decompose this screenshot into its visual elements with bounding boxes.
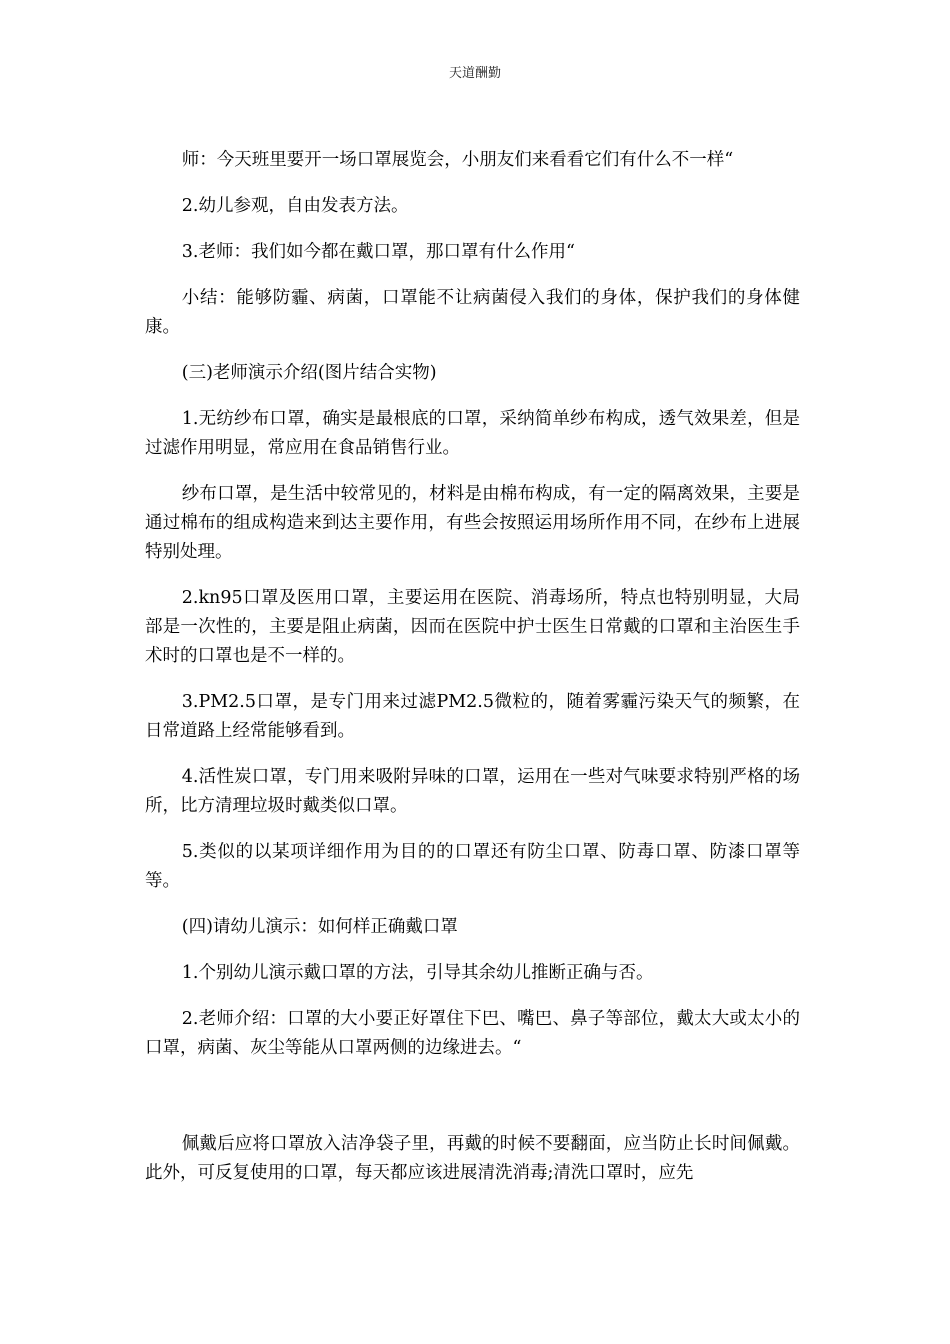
paragraph: 小结：能够防霾、病菌，口罩能不让病菌侵入我们的身体，保护我们的身体健康。 bbox=[145, 288, 800, 337]
paragraph: 2.kn95口罩及医用口罩，主要运用在医院、消毒场所，特点也特别明显，大局部是一次性的，主要是阻止病菌，因而在医院中护士医生日常戴的口罩和主治医生手术时的口罩也是不一样的。 bbox=[145, 588, 800, 666]
section-heading: (三)老师演示介绍(图片结合实物) bbox=[181, 363, 437, 383]
paragraph: 师：今天班里要开一场口罩展览会，小朋友们来看看它们有什么不一样“ bbox=[181, 150, 734, 170]
paragraph: 4.活性炭口罩，专门用来吸附异味的口罩，运用在一些对气味要求特别严格的场所，比方清理垃圾时戴类似口罩。 bbox=[145, 767, 800, 816]
section-heading: (四)请幼儿演示：如何样正确戴口罩 bbox=[181, 917, 458, 937]
paragraph: 2.老师介绍：口罩的大小要正好罩住下巴、嘴巴、鼻子等部位，戴太大或太小的口罩，病菌、灰尘等能从口罩两侧的边缘进去。“ bbox=[145, 1009, 800, 1058]
paragraph: 2.幼儿参观，自由发表方法。 bbox=[181, 196, 409, 216]
paragraph: 纱布口罩，是生活中较常见的，材料是由棉布构成，有一定的隔离效果，主要是通过棉布的组成构造来到达主要作用，有些会按照运用场所作用不同，在纱布上进展特别处理。 bbox=[145, 484, 800, 562]
page-header: 天道酬勤 bbox=[448, 66, 501, 81]
paragraph: 3.PM2.5口罩，是专门用来过滤PM2.5微粒的，随着雾霾污染天气的频繁，在日常道路上经常能够看到。 bbox=[145, 692, 800, 741]
document-body bbox=[145, 146, 800, 1205]
paragraph: 1.无纺纱布口罩，确实是最根底的口罩，采纳简单纱布构成，透气效果差，但是过滤作用明显，常应用在食品销售行业。 bbox=[145, 409, 800, 458]
paragraph: 5.类似的以某项详细作用为目的的口罩还有防尘口罩、防毒口罩、防漆口罩等等。 bbox=[145, 842, 800, 891]
paragraph: 3.老师：我们如今都在戴口罩，那口罩有什么作用“ bbox=[181, 242, 575, 262]
paragraph: 1.个别幼儿演示戴口罩的方法，引导其余幼儿推断正确与否。 bbox=[181, 963, 654, 983]
paragraph: 佩戴后应将口罩放入洁净袋子里，再戴的时候不要翻面，应当防止长时间佩戴。此外，可反复使用的口罩，每天都应该进展清洗消毒;清洗口罩时，应先 bbox=[145, 1134, 800, 1183]
